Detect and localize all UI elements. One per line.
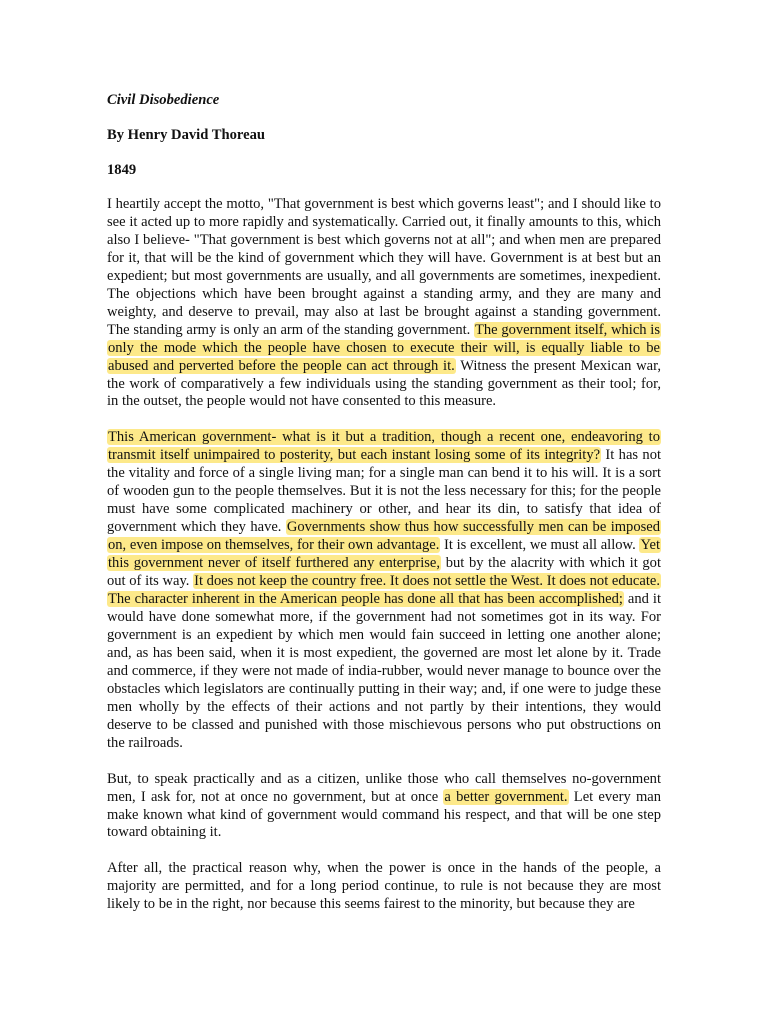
text-run: After all, the practical reason why, when the power is once in the hands of the people, a majority are permitted, and for a long period continue, to rule is not because they are most likely to be in the right, nor because this seems fairest to the minority, but because they are: [107, 860, 661, 913]
document-year: 1849: [107, 162, 137, 178]
highlighted-passage: Governments show thus how successfully men can be imposed on, even impose on themselves, for their own advantage.: [108, 519, 660, 554]
document-author: By Henry David Thoreau: [107, 127, 265, 143]
highlighted-passage: This American government- what is it but a tradition, though a recent one, endeavoring to transmit itself unimpaired to posterity, but each instant losing some of its integrity?: [108, 429, 660, 464]
text-run: But, to speak practically and as a citizen, unlike those who call themselves no-government men, I ask for, not at once no government, but at once: [107, 770, 661, 805]
paragraph-1: [107, 196, 661, 411]
text-run: Let every man make known what kind of government would command his respect, and that will be one step toward obtaining it.: [107, 788, 661, 841]
document-title: Civil Disobedience: [107, 92, 220, 108]
highlighted-passage: The government itself, which is only the mode which the people have chosen to execute their will, is equally liable to be abused and perverted before the people can act through it.: [108, 321, 660, 374]
highlighted-passage: Yet this government never of itself furthered any enterprise,: [108, 537, 660, 572]
document-page: [107, 91, 661, 932]
text-run: and it would have done somewhat more, if the government had not sometimes got in its way. For government is an expedient by which men would fain succeed in letting one another alone; and, as has been said, when it is most expedient, the governed are most let alone by it. Trade and commerce, if they were not made of india-rubber, would never manage to bounce over the obstacles which legislators are continually putting in their way; and, if one were to judge these men wholly by the effects of their actions and not partly by their intentions, they would deserve to be classed and punished with those mischievous persons who put obstructions on the railroads.: [107, 591, 661, 751]
paragraph-3: [107, 771, 661, 843]
text-run: but by the alacrity with which it got out of its way.: [107, 555, 661, 590]
paragraph-2: [107, 429, 661, 752]
text-run: I heartily accept the motto, "That government is best which governs least"; and I should like to see it acted up to more rapidly and systematically. Carried out, it finally amounts to this, which also I believe- "That government is best which governs not at all"; and when men are prepared for it, that will be the kind of government which they will have. Government is at best but an expedient; but most governments are usually, and all governments are sometimes, inexpedient. The objections which have been brought against a standing army, and they are many and weighty, and deserve to prevail, may also at last be brought against a standing government. The standing army is only an arm of the standing government.: [107, 196, 661, 338]
text-run: It is excellent, we must all allow.: [440, 537, 640, 554]
text-run: It has not the vitality and force of a single living man; for a single man can bend it to his will. It is a sort of wooden gun to the people themselves. But it is not the less necessary for this; for the people must have some complicated machinery or other, and hear its din, to satisfy that idea of government which they have.: [107, 447, 662, 536]
highlighted-passage: It does not keep the country free. It does not settle the West. It does not educate. The character inherent in the American people has done all that has been accomplished;: [108, 573, 660, 608]
highlighted-passage: a better government.: [444, 788, 568, 805]
text-run: Witness the present Mexican war, the work of comparatively a few individuals using the standing government as their tool; for, in the outset, the people would not have consented to this measure.: [107, 357, 661, 410]
paragraph-4: [107, 860, 661, 914]
